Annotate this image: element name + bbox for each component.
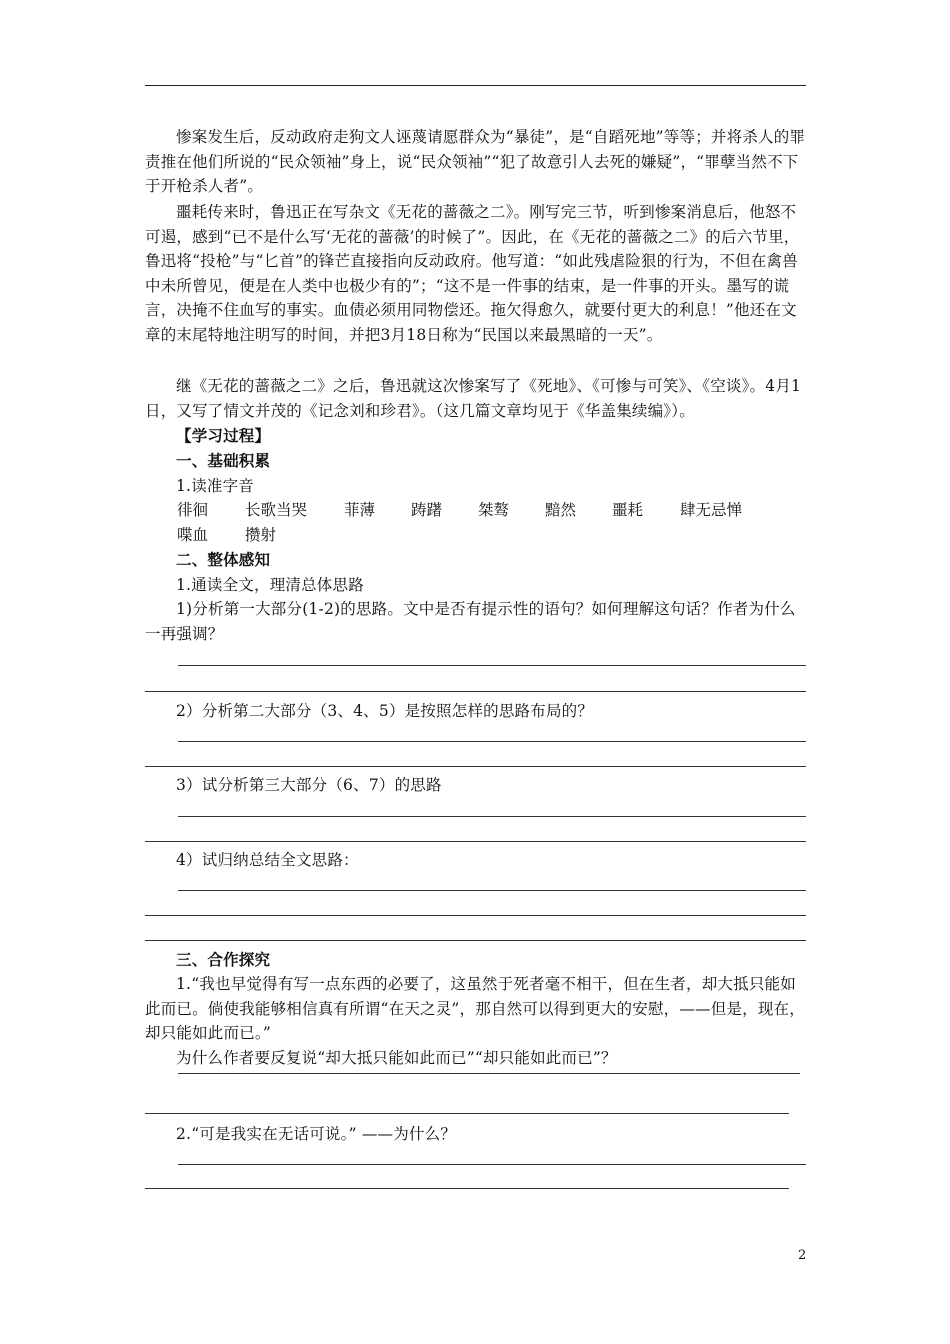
section-2-question-1-2: 2）分析第二大部分（3、4、5）是按照怎样的思路布局的？ [176, 702, 594, 720]
section-3-question-1-quote: 1.“我也早觉得有写一点东西的必要了，这虽然于死者毫不相干，但在生者，却大抵只能如此而已。倘使我能够相信真有所谓“在天之灵”，那自然可以得到更大的安慰，——但是，现在，却只能如此而已。” [145, 975, 805, 1042]
pronunciation-words-row-2 [177, 523, 806, 547]
section-3-question-1-ask: 为什么作者要反复说“却大抵只能如此而已”“却只能如此而已”？ [176, 1049, 617, 1067]
word: 踌躇 [411, 501, 443, 519]
answer-line [178, 665, 806, 666]
word: 黯然 [545, 501, 577, 519]
word: 攒射 [245, 526, 277, 544]
page-number: 2 [798, 1248, 807, 1263]
section-2-question-1: 1.通读全文，理清总体思路 [176, 576, 364, 594]
answer-line [145, 691, 806, 692]
answer-line [145, 766, 806, 767]
section-2-question-1-1: 1)分析第一大部分(1-2)的思路。文中是否有提示性的语句？如何理解这句话？作者为什么一再强调？ [145, 600, 796, 643]
section-1-question-1: 1.读准字音 [176, 477, 254, 495]
word: 桀骜 [478, 501, 510, 519]
background-paragraph-1: 惨案发生后，反动政府走狗文人诬蔑请愿群众为“暴徒”，是“自蹈死地”等等；并将杀人的罪责推在他们所说的“民众领袖”身上，说“民众领袖”“犯了故意引人去死的嫌疑”，“罪孽当然不下于开枪杀人者”。 [145, 128, 806, 195]
study-process-heading: 【学习过程】 [176, 426, 271, 445]
pronunciation-words-row-1 [177, 498, 806, 522]
answer-line [145, 1113, 789, 1114]
answer-line [178, 741, 806, 742]
answer-line [178, 1073, 800, 1074]
answer-line [178, 816, 806, 817]
answer-line [145, 915, 806, 916]
section-2-title: 二、整体感知 [176, 550, 271, 569]
section-1-title: 一、基础积累 [176, 451, 271, 470]
header-rule [145, 85, 806, 86]
answer-line [145, 1188, 789, 1189]
word: 喋血 [177, 526, 209, 544]
word: 噩耗 [612, 501, 644, 519]
word: 肆无忌惮 [680, 501, 743, 519]
answer-line [178, 890, 806, 891]
word: 菲薄 [344, 501, 376, 519]
background-paragraph-2: 噩耗传来时，鲁迅正在写杂文《无花的蔷薇之二》。刚写完三节，听到惨案消息后，他怒不可遏，感到“已不是什么写‘无花的蔷薇’的时候了”。因此，在《无花的蔷薇之二》的后六节里，鲁迅将“投枪”与“匕首”的锋芒直接指向反动政府。他写道：“如此残虐险狠的行为，不但在禽兽中未所曾见，便是在人类中也极少有的”；“这不是一件事的结束，是一件事的开头。墨写的谎言，决掩不住血写的事实。血债必须用同物偿还。拖欠得愈久，就要付更大的利息！”他还在文章的末尾特地注明写的时间，并把3月18日称为“民国以来最黑暗的一天”。 [145, 203, 800, 344]
answer-line [145, 940, 806, 941]
word: 徘徊 [177, 501, 209, 519]
answer-line [145, 841, 806, 842]
section-2-question-1-4: 4）试归纳总结全文思路： [176, 851, 359, 869]
word: 长歌当哭 [245, 501, 308, 519]
section-2-question-1-3: 3）试分析第三大部分（6、7）的思路 [176, 776, 442, 794]
section-3-title: 三、合作探究 [176, 950, 271, 969]
section-3-question-2: 2.“可是我实在无话可说。” ——为什么？ [176, 1125, 457, 1143]
answer-line [178, 1164, 806, 1165]
background-paragraph-3: 继《无花的蔷薇之二》之后，鲁迅就这次惨案写了《死地》、《可惨与可笑》、《空谈》。4月1日，又写了情文并茂的《记念刘和珍君》。（这几篇文章均见于《华盖集续编》）。 [145, 377, 802, 420]
